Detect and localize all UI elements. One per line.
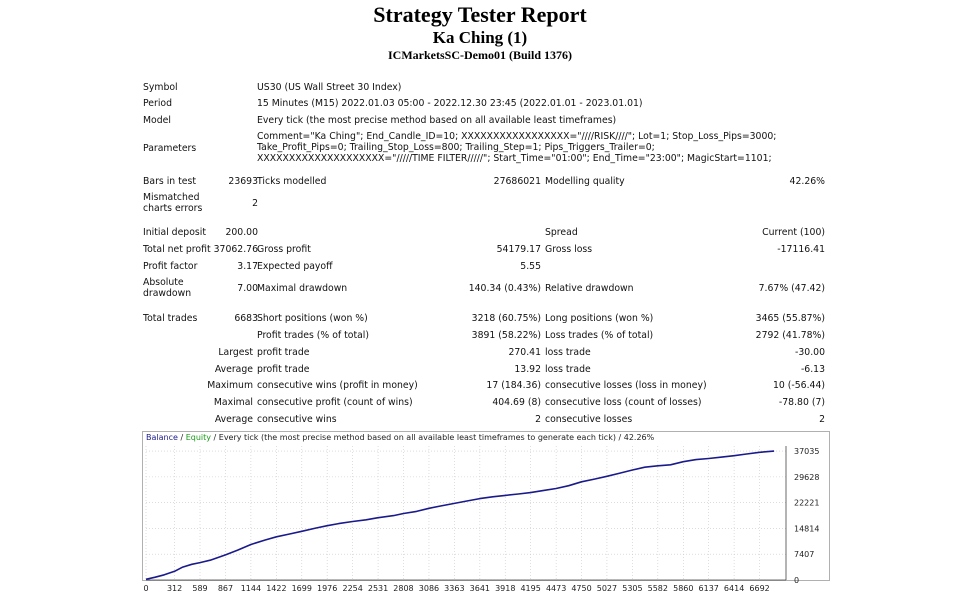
mismatch-label: Mismatched charts errors [143,192,203,214]
x-tick-label: 2531 [367,584,389,593]
trades-value: 6683 [234,313,258,324]
x-tick-label: 4195 [520,584,541,593]
x-tick-label: 3641 [469,584,491,593]
maxwins-label: consecutive wins (profit in money) [257,380,418,391]
short-label: Short positions (won %) [257,313,368,324]
ticks-label: Ticks modelled [257,176,327,187]
reldd-label: Relative drawdown [545,283,634,294]
x-tick-label: 2808 [393,584,414,593]
maximal-label: Maximal [213,397,253,408]
average-loss-value: -6.13 [800,364,825,375]
x-tick-label: 0 [143,584,149,593]
avglosses-label: consecutive losses [545,414,633,425]
maxdd-value: 140.34 (0.43%) [468,283,541,294]
x-tick-label: 1422 [266,584,287,593]
x-tick-label: 5027 [596,584,618,593]
x-tick-label: 3086 [418,584,440,593]
maxlosses-value: 10 (-56.44) [772,380,825,391]
largest-profit-label: profit trade [257,347,310,358]
grossprofit-value: 54179.17 [496,244,541,255]
short-value: 3218 (60.75%) [471,313,541,324]
average-profit-label: profit trade [257,364,310,375]
ea-name: Ka Ching (1) [432,28,528,47]
average-label: Average [214,364,253,375]
profittrades-value: 3891 (58.22%) [471,330,541,341]
bars-value: 23693 [228,176,258,187]
x-tick-label: 2254 [342,584,363,593]
model-value: Every tick (the most precise method based on all available least timeframes) [257,115,617,126]
reldd-value: 7.67% (47.42) [758,283,825,294]
largest-profit-value: 270.41 [508,347,541,358]
netprofit-value: 37062.76 [213,244,258,255]
bars-label: Bars in test [143,176,196,187]
netprofit-label: Total net profit [143,244,211,255]
parameters-label: Parameters [143,143,197,154]
absdd-value: 7.00 [237,283,258,294]
trades-label: Total trades [143,313,198,324]
symbol-value: US30 (US Wall Street 30 Index) [257,82,402,93]
legend-description: Every tick (the most precise method based on all available least timeframes to generate each tick) / 42.26% [218,433,655,442]
report-title: Strategy Tester Report [373,2,587,27]
x-tick-label: 6692 [749,584,770,593]
chart-legend [146,433,654,443]
losstrades-value: 2792 (41.78%) [755,330,825,341]
maxlosses-label: consecutive losses (loss in money) [545,380,707,391]
average-loss-label: loss trade [545,364,591,375]
pf-value: 3.17 [237,261,258,272]
grossprofit-label: Gross profit [257,244,311,255]
spread-value: Current (100) [762,227,825,238]
y-tick-label: 7407 [794,550,815,560]
model-label: Model [143,115,171,126]
legend-sep-1: / [177,433,186,442]
x-tick-label: 1699 [291,584,312,593]
period-value: 15 Minutes (M15) 2022.01.03 05:00 - 2022.12.30 23:45 (2022.01.01 - 2023.01.01) [257,98,643,109]
largest-label: Largest [218,347,253,358]
maxprofit-label: consecutive profit (count of wins) [257,397,413,408]
parameters-value: Comment="Ka Ching"; End_Candle_ID=10; XXXXXXXXXXXXXXXXX="////RISK////"; Lot=1; Stop_Loss_Pips=3000; Take_Profit_Pips=0; Trailing_Stop_Loss=800; Trailing_Step=1; Pips_Triggers_Trailer=0; XXXXXXXXXXXXXXXXXXXX="/////TIME FILTER/////"; Start_Time="01:00"; End_Time="23:00"; MagicStart=1101; [257,131,777,164]
grossloss-value: -17116.41 [777,244,825,255]
avgwins-value: 2 [535,414,541,425]
maxprofit-value: 404.69 (8) [492,397,541,408]
legend-equity: Equity [185,433,211,442]
x-tick-label: 312 [166,584,183,593]
legend-sep-2: / [210,433,219,442]
quality-label: Modelling quality [545,176,625,187]
spread-label: Spread [545,227,578,238]
y-tick-label: 22221 [794,498,820,508]
mismatch-value: 2 [252,198,258,209]
x-tick-label: 6414 [723,584,745,593]
profittrades-label: Profit trades (% of total) [257,330,370,341]
x-tick-label: 3918 [495,584,516,593]
absdd-label: Absolute drawdown [143,277,192,299]
x-tick-label: 4473 [545,584,567,593]
losstrades-label: Loss trades (% of total) [545,330,654,341]
maxwins-value: 17 (184.36) [486,380,541,391]
ticks-value: 27686021 [493,176,541,187]
x-tick-label: 5305 [622,584,643,593]
maxloss-label: consecutive loss (count of losses) [545,397,702,408]
avglosses-value: 2 [819,414,825,425]
largest-loss-value: -30.00 [795,347,825,358]
x-tick-label: 1144 [240,584,262,593]
x-tick-label: 5582 [647,584,668,593]
deposit-label: Initial deposit [143,227,206,238]
symbol-label: Symbol [143,82,178,93]
expected-value: 5.55 [520,261,541,272]
x-tick-label: 6137 [698,584,719,593]
deposit-value: 200.00 [225,227,258,238]
avgwins-label: consecutive wins [257,414,337,425]
long-value: 3465 (55.87%) [755,313,825,324]
series-line-balance [146,451,774,579]
pf-label: Profit factor [143,261,198,272]
server-build: ICMarketsSC-Demo01 (Build 1376) [388,48,572,62]
x-tick-label: 867 [217,584,234,593]
x-tick-label: 1976 [317,584,338,593]
x-tick-label: 4750 [571,584,592,593]
period-label: Period [143,98,172,109]
x-tick-label: 5860 [673,584,694,593]
expected-label: Expected payoff [257,261,333,272]
x-tick-label: 589 [192,584,208,593]
grossloss-label: Gross loss [545,244,593,255]
y-tick-label: 14814 [794,524,820,534]
long-label: Long positions (won %) [545,313,654,324]
average2-label: Average [214,414,253,425]
legend-balance: Balance [146,433,178,442]
maximum-label: Maximum [207,380,253,391]
x-tick-label: 3363 [444,584,465,593]
largest-loss-label: loss trade [545,347,591,358]
maxdd-label: Maximal drawdown [257,283,348,294]
maxloss-value: -78.80 (7) [778,397,825,408]
y-tick-label: 37035 [794,447,820,457]
y-tick-label: 0 [794,576,800,585]
y-tick-label: 29628 [794,472,820,482]
average-profit-value: 13.92 [514,364,541,375]
quality-value: 42.26% [789,176,825,187]
